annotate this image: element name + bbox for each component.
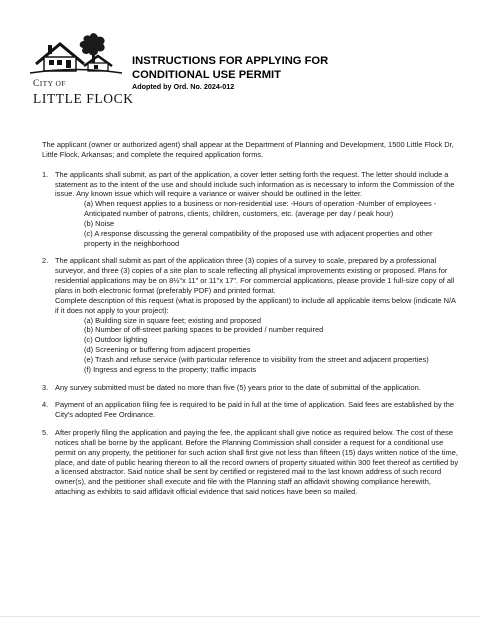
item-number: 2. bbox=[42, 256, 49, 266]
item-text: Any survey submitted must be dated no more than five (5) years prior to the date of submittal of the application. bbox=[55, 382, 421, 392]
item-text: The applicant shall submit as part of the application three (3) copies of a survey to scale, prepared by a professional surveyor, and three (3) copies of a site plan to scale reflecting all physical improvements existing or proposed. Plans for residential applications may be on 8½"x 11" or 11"x 17". For commercial applications, please provide 1 full-size copy of all plans in both electronic format (preferably PDF) and printed format. bbox=[55, 256, 455, 295]
sub-item: (c) A response discussing the general compatibility of the proposed use with adjacent properties and other property in the neighborhood bbox=[84, 228, 433, 248]
item-text: The applicants shall submit, as part of the application, a cover letter setting forth the request. The letter should include a statement as to the intent of the use and should include such information as is necessary to inform the Commission of the issue. Any known issue which will require a variance or waiver should be outlined in the letter. bbox=[55, 169, 455, 199]
list-item bbox=[42, 383, 460, 393]
house-tree-logo-icon bbox=[28, 30, 124, 78]
logo-city-name: LITTLE FLOCK bbox=[33, 91, 134, 106]
document-title bbox=[132, 54, 328, 82]
sub-item: (c) Outdoor lighting bbox=[84, 335, 148, 345]
item-number: 3. bbox=[42, 382, 49, 392]
item-text: Payment of an application filing fee is required to be paid in full at the time of application. Said fees are established by the City's adopted Fee Ordinance. bbox=[55, 400, 454, 420]
instruction-list bbox=[42, 170, 460, 497]
city-logo bbox=[22, 30, 134, 110]
list-item bbox=[42, 400, 460, 420]
list-item bbox=[42, 170, 460, 249]
sub-item: (d) Screening or buffering from adjacent properties bbox=[84, 345, 251, 355]
intro-paragraph: The applicant (owner or authorized agent) shall appear at the Department of Planning and Development, 1500 Little Flock Dr, Little Flock, Arkansas; and complete the required application forms. bbox=[42, 140, 454, 159]
sub-item: (a) When request applies to a business or non-residential use: -Hours of operation -Number of employees -Anticipated number of patrons, clients, children, customers, etc. (average per day / peak hour) bbox=[84, 199, 437, 219]
page-bottom-divider bbox=[0, 616, 480, 617]
title-line-2: CONDITIONAL USE PERMIT bbox=[132, 69, 281, 81]
item-number: 4. bbox=[42, 400, 49, 410]
item-text-continued: Complete description of this request (what is proposed by the applicant) to include all applicable items below (indicate N/A if it does not apply to your project): bbox=[55, 295, 456, 315]
logo-city-of: CITY OF bbox=[33, 79, 66, 89]
document-body bbox=[42, 140, 460, 505]
item-text: After properly filing the application and paying the fee, the applicant shall give notice as required below. The cost of these notices shall be borne by the applicant. Before the Planning Commission shall consider a request for a conditional use permit on any property, the petitioner for such action shall first give not less than fifteen (15) days written notice of the time, place, and date of public hearing thereon to all the record owners of property situated within 300 feet thereof as certified by a licensed abstractor. Said notice shall be sent by certified or registered mail to the last known address of such record owner(s), and the petitioner shall execute and file with the Planning staff an affidavit showing compliance herewith, attaching as exhibits to said affidavit official evidence that said notices have been so mailed. bbox=[55, 428, 459, 497]
title-line-1: INSTRUCTIONS FOR APPLYING FOR bbox=[132, 55, 329, 67]
adopted-ordinance: Adopted by Ord. No. 2024-012 bbox=[132, 82, 235, 91]
list-item bbox=[42, 428, 460, 497]
item-number: 1. bbox=[42, 169, 49, 179]
sub-item: (e) Trash and refuse service (with particular reference to visibility from the street and adjacent properties) bbox=[84, 354, 429, 364]
sub-item: (f) Ingress and egress to the property; traffic impacts bbox=[84, 364, 257, 374]
list-item bbox=[42, 256, 460, 374]
item-number: 5. bbox=[42, 428, 49, 438]
sub-item: (b) Noise bbox=[84, 218, 115, 228]
sub-item: (a) Building size in square feet; existing and proposed bbox=[84, 315, 261, 325]
sub-item: (b) Number of off-street parking spaces to be provided / number required bbox=[84, 325, 324, 335]
